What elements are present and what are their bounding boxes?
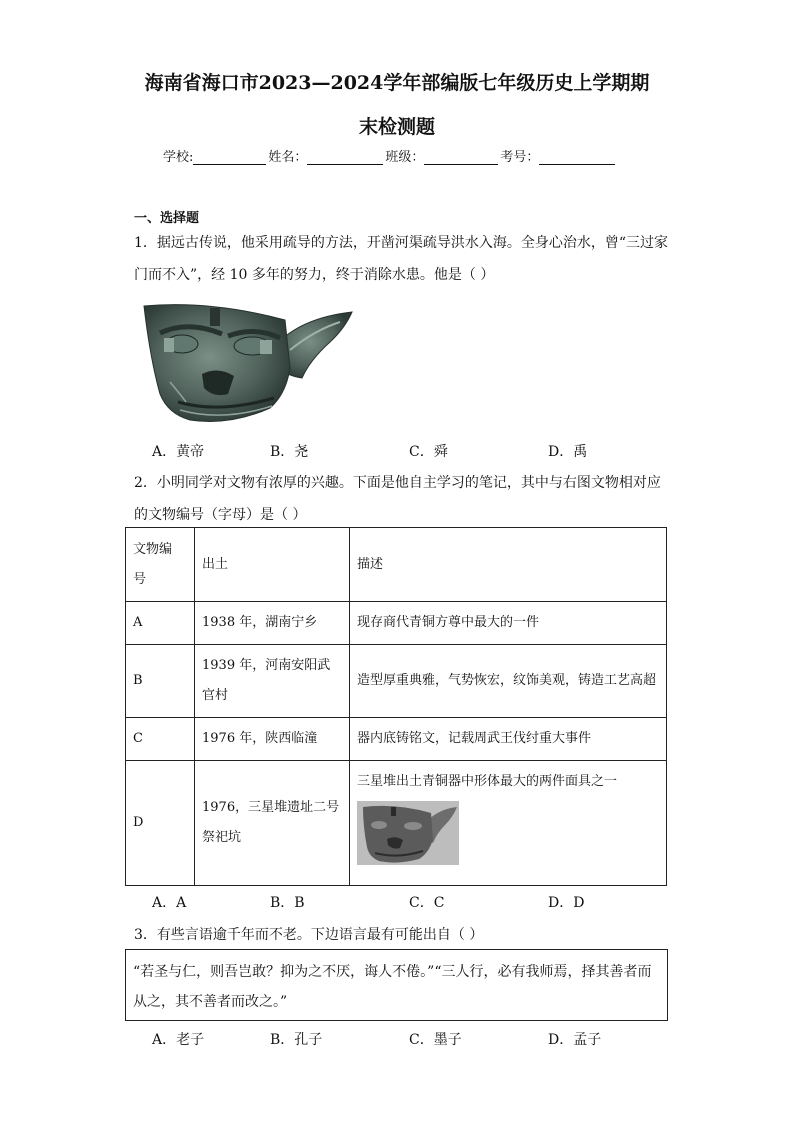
name-label: 姓名： (268, 150, 308, 165)
table-cell-desc: 造型厚重典雅，气势恢宏，纹饰美观，铸造工艺高超 (350, 645, 667, 718)
q1-options (152, 441, 712, 461)
table-row (126, 761, 667, 886)
student-info-fields (163, 146, 617, 165)
mask-thumbnail-image (357, 801, 459, 865)
number-label: 考号： (500, 150, 540, 165)
q3-option-d[interactable]: D．孟子 (548, 1032, 602, 1048)
table-header-cell: 出土 (195, 528, 350, 602)
name-blank[interactable] (307, 151, 383, 165)
table-header-cell: 文物编号 (126, 528, 195, 602)
table-cell-id: B (126, 645, 195, 718)
table-cell-desc: 现存商代青铜方尊中最大的一件 (350, 602, 667, 645)
q3-option-c[interactable]: C．墨子 (409, 1032, 462, 1048)
q3-quote-box: “若圣与仁，则吾岂敢？抑为之不厌，诲人不倦。”“三人行，必有我师焉，择其善者而从之，其不善者而改之。” (125, 949, 668, 1021)
q2-option-d[interactable]: D．D (548, 895, 585, 911)
q3-option-b[interactable]: B．孔子 (270, 1032, 323, 1048)
section-heading: 一、选择题 (134, 211, 200, 226)
q1-option-a[interactable]: A．黄帝 (152, 444, 205, 460)
school-blank[interactable] (193, 151, 266, 165)
table-cell-id: D (126, 761, 195, 886)
table-row (126, 718, 667, 761)
q2-option-c[interactable]: C．C (409, 895, 445, 911)
q3-text-line1: 3．有些言语逾千年而不老。下边语言最有可能出自（ ） (134, 927, 484, 943)
class-blank[interactable] (424, 151, 498, 165)
q2-option-b[interactable]: B．B (270, 895, 305, 911)
table-header-row (126, 528, 667, 602)
q1-text-line1: 1．据远古传说，他采用疏导的方法，开凿河渠疏导洪水入海。全身心治水，曾“三过家 (134, 235, 669, 251)
q1-option-c[interactable]: C．舜 (409, 444, 448, 460)
artifact-table (125, 527, 667, 886)
table-cell-origin: 1938 年，湖南宁乡 (195, 602, 350, 645)
table-row (126, 645, 667, 718)
exam-title-line1: 海南省海口市2023—2024学年部编版七年级历史上学期期 (144, 72, 650, 94)
class-label: 班级： (385, 150, 425, 165)
q2-option-a[interactable]: A．A (152, 895, 187, 911)
number-blank[interactable] (539, 151, 615, 165)
exam-title-line2: 末检测题 (358, 116, 435, 138)
table-cell-desc (350, 761, 667, 886)
table-header-cell: 描述 (350, 528, 667, 602)
q1-option-d[interactable]: D．禹 (548, 444, 588, 460)
table-cell-origin: 1939 年，河南安阳武官村 (195, 645, 350, 718)
q2-text-line2: 的文物编号（字母）是（ ） (134, 507, 307, 523)
school-label: 学校: (163, 150, 194, 165)
table-cell-desc: 器内底铸铭文，记载周武王伐纣重大事件 (350, 718, 667, 761)
q1-option-b[interactable]: B．尧 (270, 444, 309, 460)
q3-option-a[interactable]: A．老子 (152, 1032, 205, 1048)
table-desc-text: 三星堆出土青铜器中形体最大的两件面具之一 (357, 774, 618, 789)
table-cell-id: C (126, 718, 195, 761)
table-cell-origin: 1976，三星堆遗址二号祭祀坑 (195, 761, 350, 886)
table-row (126, 602, 667, 645)
table-cell-id: A (126, 602, 195, 645)
table-cell-origin: 1976 年，陕西临潼 (195, 718, 350, 761)
q2-text-line1: 2．小明同学对文物有浓厚的兴趣。下面是他自主学习的笔记，其中与右图文物相对应 (134, 475, 661, 491)
q1-text-line2: 门而不入”，经 10 多年的努力，终于消除水患。他是（ ） (134, 267, 495, 283)
q3-options (152, 1029, 712, 1049)
bronze-mask-image (140, 298, 356, 428)
q2-options (152, 892, 712, 912)
